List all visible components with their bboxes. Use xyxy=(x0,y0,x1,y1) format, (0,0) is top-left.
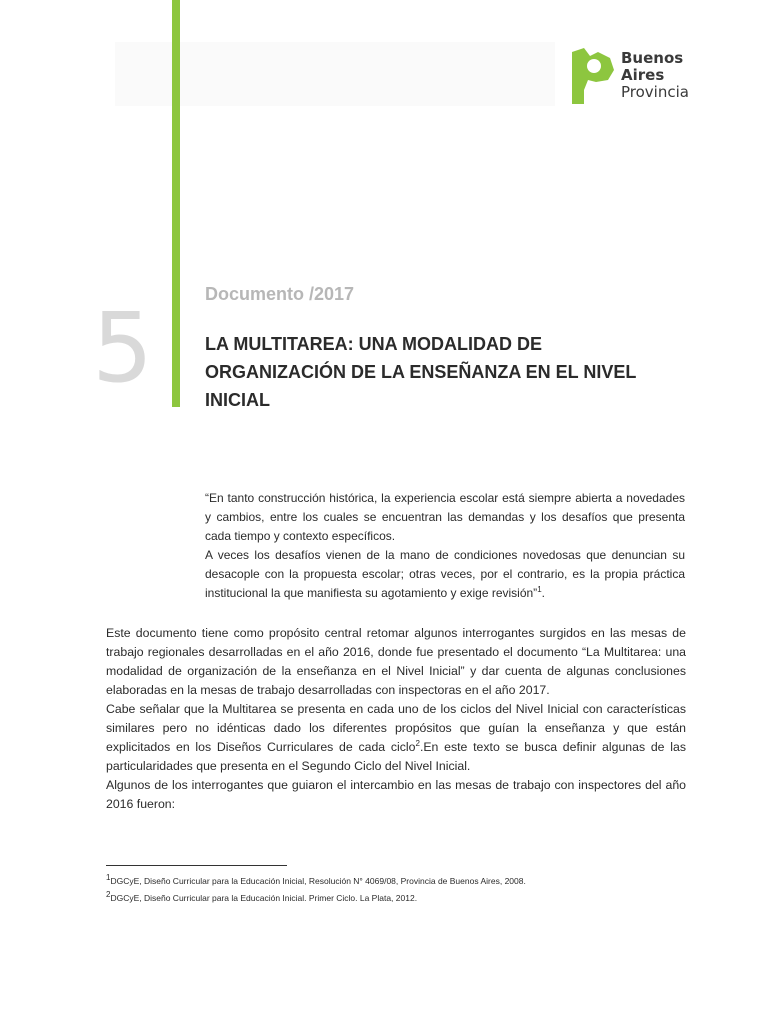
body-paragraph-3: Algunos de los interrogantes que guiaron el intercambio en las mesas de trabajo con inspectores del año 2016 fueron: xyxy=(106,778,686,811)
footnotes xyxy=(106,873,706,907)
footnote-1: $^1$DGCyE, Diseño Curricular para la Educación Inicial, Resolución N° 4069/08, Provincia de Buenos Aires, 2008. xyxy=(106,873,526,886)
page-title: LA MULTITAREA: UNA MODALIDAD DE ORGANIZACIÓN DE LA ENSEÑANZA EN EL NIVEL INICIAL xyxy=(205,334,637,410)
logo-line-1: Buenos xyxy=(621,49,684,67)
section-number: 5 xyxy=(92,292,154,404)
footnote-divider xyxy=(106,865,287,866)
accent-bar xyxy=(172,0,180,407)
epigraph-quote xyxy=(205,489,685,603)
body-paragraph-2: Cabe señalar que la Multitarea se presenta en cada uno de los ciclos del Nivel Inicial con características similares pero no idénticas dado los diferentes propósitos que guían la enseñanza y que están explicitados en los Diseños Curriculares de cada ciclo$^2$.En este texto se busca definir algunas de las particularidades que presenta en el Segundo Ciclo del Nivel Inicial. xyxy=(106,702,686,773)
buenos-aires-logo xyxy=(568,44,698,108)
footnote-ref-2[interactable]: 2 xyxy=(415,738,420,748)
footnote-ref-1[interactable]: 1 xyxy=(537,585,542,594)
header-band xyxy=(115,42,555,106)
logo-line-2: Aires xyxy=(621,66,665,84)
body-paragraph-1: Este documento tiene como propósito central retomar algunos interrogantes surgidos en las mesas de trabajo regionales desarrolladas en el año 2016, donde fue presentado el documento “La Multitarea: una modalidad de organización de la enseñanza en el Nivel Inicial” y dar cuenta de algunas conclusiones elaboradas en la mesas de trabajo desarrolladas con inspectoras en el año 2017. xyxy=(106,626,686,697)
footnote-2: $^2$DGCyE, Diseño Curricular para la Educación Inicial. Primer Ciclo. La Plata, 2012. xyxy=(106,890,418,903)
quote-paragraph-2: A veces los desafíos vienen de la mano de condiciones novedosas que denuncian su desacople con la propuesta escolar; otras veces, por el contrario, es la propia práctica institucional la que manifiesta su agotamiento y exige revisión”$^1$. xyxy=(205,548,685,600)
logo-line-3: Provincia xyxy=(621,83,689,101)
quote-paragraph-1: “En tanto construcción histórica, la experiencia escolar está siempre abierta a novedades y cambios, entre los cuales se encuentran las demandas y los desafíos que presenta cada tiempo y contexto específicos. xyxy=(205,491,685,543)
document-label: Documento /2017 xyxy=(205,284,355,304)
province-map-icon xyxy=(568,46,616,106)
body-text xyxy=(106,624,686,814)
